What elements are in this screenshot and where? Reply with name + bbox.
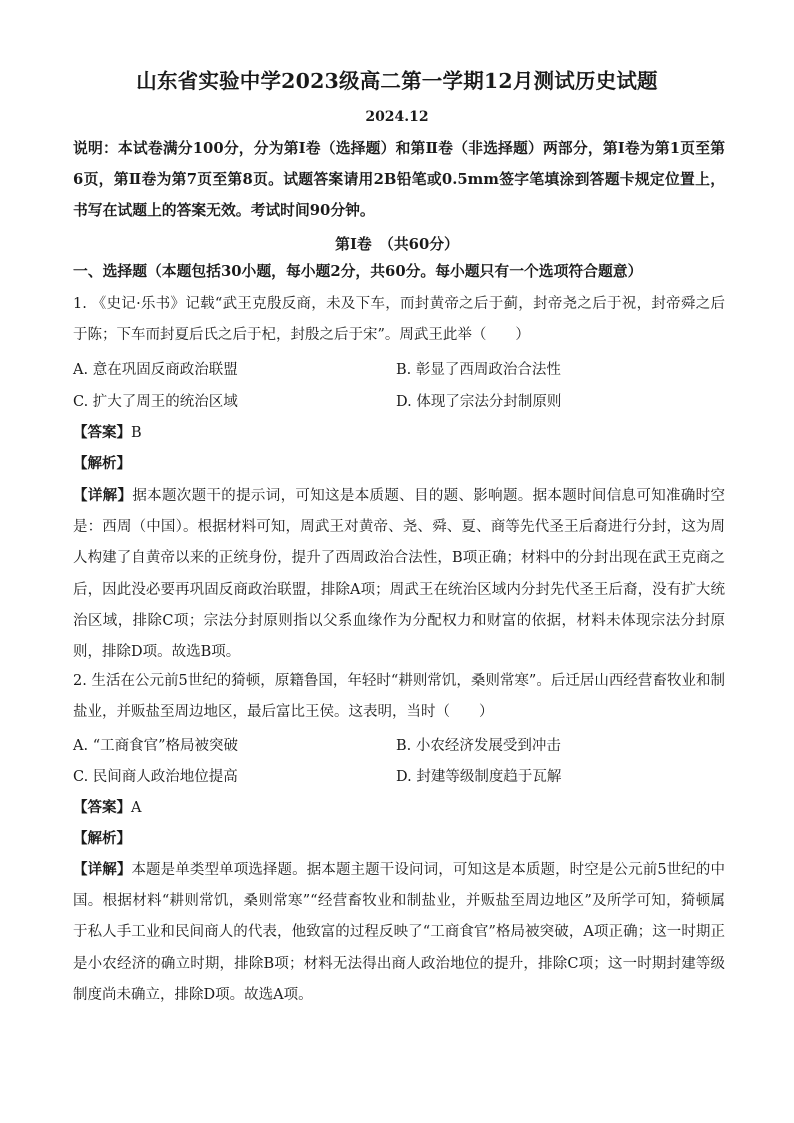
question-1-option-c: C. 扩大了周王的统治区域 bbox=[73, 394, 238, 410]
exam-date: 2024.12 bbox=[365, 109, 429, 125]
detail-label: 【详解】 bbox=[73, 861, 132, 878]
answer-label: 【答案】 bbox=[73, 424, 131, 441]
section-heading: 一、选择题（本题包括30小题，每小题2分，共60分。每小题只有一个选项符合题意） bbox=[73, 263, 643, 280]
question-2-detail bbox=[73, 854, 725, 1011]
question-1-analysis-label: 【解析】 bbox=[73, 455, 131, 472]
instructions-text: 说明：本试卷满分100分，分为第Ⅰ卷（选择题）和第Ⅱ卷（非选择题）两部分，第Ⅰ卷为第1页至第6页，第Ⅱ卷为第7页至第8页。试题答案请用2B铅笔或0.5mm签字笔填涂到答题卡规定位置上，书写在试题上的答案无效。考试时间90分钟。 bbox=[73, 140, 725, 219]
detail-label: 【详解】 bbox=[73, 487, 133, 504]
question-2-option-d: D. 封建等级制度趋于瓦解 bbox=[396, 769, 562, 785]
question-1-stem: 1. 《史记·乐书》记载“武王克殷反商，未及下车，而封黄帝之后于蓟，封帝尧之后于祝，封帝舜之后于陈；下车而封夏后氏之后于杞，封殷之后于宋”。周武王此举（ ） bbox=[73, 296, 725, 344]
detail-text: 据本题次题干的提示词，可知这是本质题、目的题、影响题。据本题时间信息可知准确时空是：西周（中国）。根据材料可知，周武王对黄帝、尧、舜、夏、商等先代圣王后裔进行分封，这为周人构建了自黄帝以来的正统身份，提升了西周政治合法性，B项正确；材料中的分封出现在武王克商之后，因此没必要再巩固反商政治联盟，排除A项；周武王在统治区域内分封先代圣王后裔，没有扩大统治区域，排除C项；宗法分封原则指以父系血缘作为分配权力和财富的依据，材料未体现宗法分封原则，排除D项。故选B项。 bbox=[73, 488, 726, 661]
question-1-option-b: B. 彰显了西周政治合法性 bbox=[396, 362, 561, 378]
question-2-answer bbox=[73, 796, 141, 817]
question-1-detail bbox=[73, 480, 725, 668]
question-1-option-d: D. 体现了宗法分封制原则 bbox=[396, 394, 562, 410]
question-1-option-a: A. 意在巩固反商政治联盟 bbox=[73, 362, 238, 378]
detail-text: 本题是单类型单项选择题。据本题主题干设问词，可知这是本质题，时空是公元前5世纪的中国。根据材料“耕则常饥，桑则常寒”“经营畜牧业和制盐业，并贩盐至周边地区”及所学可知，猗顿属于私人手工业和民间商人的代表，他致富的过程反映了“工商食官”格局被突破，A项正确；这一时期正是小农经济的确立时期，排除B项；材料无法得出商人政治地位的提升，排除C项；这一时期封建等级制度尚未确立，排除D项。故选A项。 bbox=[73, 862, 725, 1003]
question-2-stem: 2. 生活在公元前5世纪的猗顿，原籍鲁国，年轻时“耕则常饥，桑则常寒”。后迁居山西经营畜牧业和制盐业，并贩盐至周边地区，最后富比王侯。这表明，当时（ ） bbox=[73, 673, 725, 721]
question-2-analysis-label: 【解析】 bbox=[73, 830, 131, 847]
question-2-option-c: C. 民间商人政治地位提高 bbox=[73, 769, 238, 785]
question-1-answer bbox=[73, 421, 142, 442]
question-2-option-a: A. “工商食官”格局被突破 bbox=[73, 738, 239, 754]
answer-value: A bbox=[131, 800, 142, 816]
question-2-option-b: B. 小农经济发展受到冲击 bbox=[396, 738, 561, 754]
part-heading: 第Ⅰ卷 （共60分） bbox=[335, 236, 459, 253]
answer-label: 【答案】 bbox=[73, 799, 131, 816]
page-title: 山东省实验中学2023级高二第一学期12月测试历史试题 bbox=[136, 69, 658, 93]
answer-value: B bbox=[131, 425, 142, 441]
